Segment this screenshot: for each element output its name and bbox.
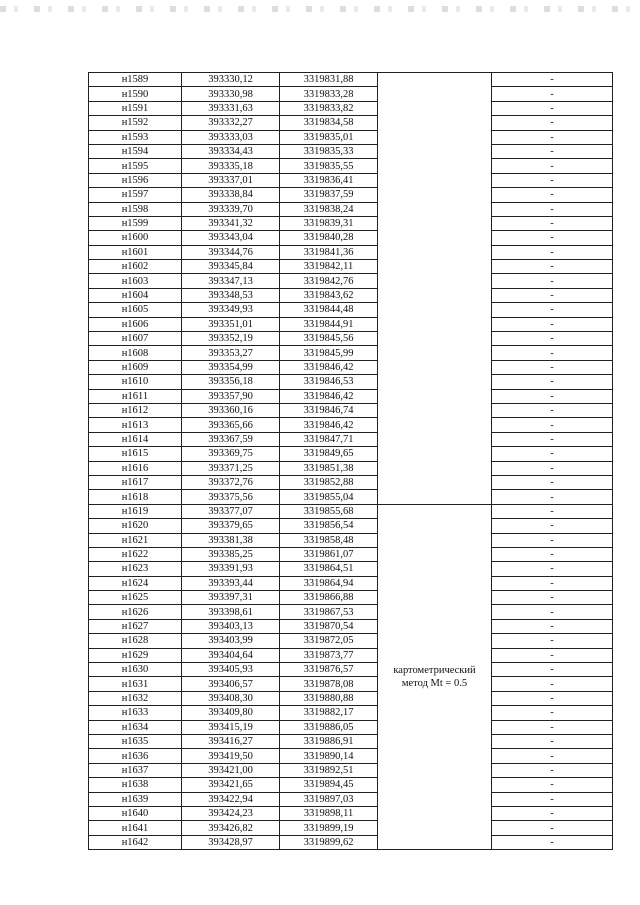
table-row [89,706,613,720]
x-coordinate-cell: 393347,13 [182,274,280,288]
scan-header-artifact [0,6,640,12]
point-id-cell: н1621 [89,533,182,547]
description-cell: - [492,519,613,533]
coordinates-table-body [89,73,613,850]
y-coordinate-cell: 3319899,62 [280,835,378,849]
table-row [89,202,613,216]
table-row [89,260,613,274]
y-coordinate-cell: 3319873,77 [280,648,378,662]
y-coordinate-cell: 3319849,65 [280,447,378,461]
description-cell: - [492,403,613,417]
description-cell: - [492,547,613,561]
description-cell: - [492,260,613,274]
point-id-cell: н1630 [89,663,182,677]
y-coordinate-cell: 3319886,05 [280,720,378,734]
x-coordinate-cell: 393341,32 [182,216,280,230]
y-coordinate-cell: 3319851,38 [280,461,378,475]
x-coordinate-cell: 393330,98 [182,87,280,101]
point-id-cell: н1589 [89,73,182,87]
description-cell: - [492,821,613,835]
point-id-cell: н1615 [89,447,182,461]
point-id-cell: н1635 [89,734,182,748]
y-coordinate-cell: 3319864,94 [280,576,378,590]
description-cell: - [492,562,613,576]
table-row [89,130,613,144]
table-row [89,432,613,446]
description-cell: - [492,375,613,389]
y-coordinate-cell: 3319899,19 [280,821,378,835]
table-row [89,317,613,331]
x-coordinate-cell: 393421,65 [182,778,280,792]
point-id-cell: н1591 [89,101,182,115]
point-id-cell: н1638 [89,778,182,792]
table-row [89,116,613,130]
x-coordinate-cell: 393365,66 [182,418,280,432]
x-coordinate-cell: 393404,64 [182,648,280,662]
description-cell: - [492,332,613,346]
y-coordinate-cell: 3319831,88 [280,73,378,87]
point-id-cell: н1624 [89,576,182,590]
y-coordinate-cell: 3319846,42 [280,389,378,403]
table-row [89,288,613,302]
description-cell: - [492,677,613,691]
table-row [89,403,613,417]
point-id-cell: н1613 [89,418,182,432]
table-row [89,188,613,202]
table-row [89,418,613,432]
x-coordinate-cell: 393367,59 [182,432,280,446]
y-coordinate-cell: 3319845,56 [280,332,378,346]
x-coordinate-cell: 393405,93 [182,663,280,677]
y-coordinate-cell: 3319882,17 [280,706,378,720]
table-row [89,547,613,561]
point-id-cell: н1634 [89,720,182,734]
point-id-cell: н1639 [89,792,182,806]
x-coordinate-cell: 393344,76 [182,245,280,259]
point-id-cell: н1609 [89,360,182,374]
y-coordinate-cell: 3319898,11 [280,806,378,820]
y-coordinate-cell: 3319876,57 [280,663,378,677]
x-coordinate-cell: 393428,97 [182,835,280,849]
y-coordinate-cell: 3319840,28 [280,231,378,245]
x-coordinate-cell: 393369,75 [182,447,280,461]
y-coordinate-cell: 3319886,91 [280,734,378,748]
point-id-cell: н1593 [89,130,182,144]
point-id-cell: н1607 [89,332,182,346]
x-coordinate-cell: 393343,04 [182,231,280,245]
y-coordinate-cell: 3319835,33 [280,144,378,158]
y-coordinate-cell: 3319872,05 [280,634,378,648]
description-cell: - [492,749,613,763]
x-coordinate-cell: 393416,27 [182,734,280,748]
y-coordinate-cell: 3319845,99 [280,346,378,360]
x-coordinate-cell: 393371,25 [182,461,280,475]
description-cell: - [492,101,613,115]
x-coordinate-cell: 393345,84 [182,260,280,274]
x-coordinate-cell: 393421,00 [182,763,280,777]
table-row [89,231,613,245]
description-cell: - [492,806,613,820]
table-row [89,87,613,101]
description-cell: - [492,173,613,187]
point-id-cell: н1628 [89,634,182,648]
point-id-cell: н1622 [89,547,182,561]
x-coordinate-cell: 393333,03 [182,130,280,144]
description-cell: - [492,835,613,849]
description-cell: - [492,720,613,734]
description-cell: - [492,130,613,144]
x-coordinate-cell: 393339,70 [182,202,280,216]
table-row [89,562,613,576]
point-id-cell: н1601 [89,245,182,259]
x-coordinate-cell: 393377,07 [182,504,280,518]
table-row [89,144,613,158]
description-cell: - [492,116,613,130]
table-row [89,778,613,792]
x-coordinate-cell: 393353,27 [182,346,280,360]
table-row [89,806,613,820]
x-coordinate-cell: 393356,18 [182,375,280,389]
x-coordinate-cell: 393335,18 [182,159,280,173]
table-row [89,734,613,748]
table-row [89,389,613,403]
table-row [89,576,613,590]
table-row [89,360,613,374]
table-row [89,792,613,806]
method-cell-empty [378,73,492,505]
table-row [89,173,613,187]
x-coordinate-cell: 393330,12 [182,73,280,87]
x-coordinate-cell: 393426,82 [182,821,280,835]
table-row [89,346,613,360]
method-cell [378,504,492,849]
y-coordinate-cell: 3319855,04 [280,490,378,504]
table-row [89,504,613,518]
point-id-cell: н1617 [89,475,182,489]
description-cell: - [492,576,613,590]
point-id-cell: н1599 [89,216,182,230]
point-id-cell: н1636 [89,749,182,763]
table-row [89,648,613,662]
point-id-cell: н1627 [89,619,182,633]
y-coordinate-cell: 3319890,14 [280,749,378,763]
description-cell: - [492,288,613,302]
y-coordinate-cell: 3319835,01 [280,130,378,144]
description-cell: - [492,360,613,374]
table-row [89,749,613,763]
x-coordinate-cell: 393422,94 [182,792,280,806]
point-id-cell: н1640 [89,806,182,820]
y-coordinate-cell: 3319834,58 [280,116,378,130]
x-coordinate-cell: 393357,90 [182,389,280,403]
point-id-cell: н1623 [89,562,182,576]
x-coordinate-cell: 393393,44 [182,576,280,590]
y-coordinate-cell: 3319878,08 [280,677,378,691]
point-id-cell: н1637 [89,763,182,777]
method-text-line1: картометрический [393,664,476,676]
description-cell: - [492,490,613,504]
point-id-cell: н1618 [89,490,182,504]
description-cell: - [492,591,613,605]
description-cell: - [492,346,613,360]
y-coordinate-cell: 3319842,11 [280,260,378,274]
description-cell: - [492,533,613,547]
table-row [89,677,613,691]
x-coordinate-cell: 393379,65 [182,519,280,533]
description-cell: - [492,188,613,202]
y-coordinate-cell: 3319846,42 [280,418,378,432]
point-id-cell: н1611 [89,389,182,403]
description-cell: - [492,432,613,446]
y-coordinate-cell: 3319846,42 [280,360,378,374]
point-id-cell: н1620 [89,519,182,533]
point-id-cell: н1602 [89,260,182,274]
x-coordinate-cell: 393351,01 [182,317,280,331]
y-coordinate-cell: 3319897,03 [280,792,378,806]
table-row [89,245,613,259]
table-row [89,73,613,87]
y-coordinate-cell: 3319861,07 [280,547,378,561]
y-coordinate-cell: 3319841,36 [280,245,378,259]
y-coordinate-cell: 3319880,88 [280,691,378,705]
description-cell: - [492,663,613,677]
y-coordinate-cell: 3319892,51 [280,763,378,777]
coordinates-table [88,72,613,850]
point-id-cell: н1633 [89,706,182,720]
table-row [89,490,613,504]
table-row [89,720,613,734]
point-id-cell: н1592 [89,116,182,130]
table-row [89,533,613,547]
x-coordinate-cell: 393415,19 [182,720,280,734]
x-coordinate-cell: 393375,56 [182,490,280,504]
y-coordinate-cell: 3319833,82 [280,101,378,115]
table-row [89,634,613,648]
description-cell: - [492,634,613,648]
y-coordinate-cell: 3319835,55 [280,159,378,173]
x-coordinate-cell: 393406,57 [182,677,280,691]
y-coordinate-cell: 3319842,76 [280,274,378,288]
x-coordinate-cell: 393360,16 [182,403,280,417]
y-coordinate-cell: 3319847,71 [280,432,378,446]
x-coordinate-cell: 393331,63 [182,101,280,115]
point-id-cell: н1608 [89,346,182,360]
description-cell: - [492,231,613,245]
description-cell: - [492,619,613,633]
point-id-cell: н1616 [89,461,182,475]
table-row [89,519,613,533]
x-coordinate-cell: 393403,99 [182,634,280,648]
description-cell: - [492,73,613,87]
y-coordinate-cell: 3319836,41 [280,173,378,187]
x-coordinate-cell: 393398,61 [182,605,280,619]
description-cell: - [492,475,613,489]
description-cell: - [492,418,613,432]
table-row [89,159,613,173]
y-coordinate-cell: 3319844,48 [280,303,378,317]
description-cell: - [492,706,613,720]
y-coordinate-cell: 3319866,88 [280,591,378,605]
y-coordinate-cell: 3319837,59 [280,188,378,202]
description-cell: - [492,389,613,403]
description-cell: - [492,159,613,173]
point-id-cell: н1605 [89,303,182,317]
y-coordinate-cell: 3319846,74 [280,403,378,417]
y-coordinate-cell: 3319852,88 [280,475,378,489]
table-row [89,619,613,633]
description-cell: - [492,303,613,317]
x-coordinate-cell: 393348,53 [182,288,280,302]
description-cell: - [492,87,613,101]
x-coordinate-cell: 393349,93 [182,303,280,317]
table-row [89,461,613,475]
description-cell: - [492,778,613,792]
y-coordinate-cell: 3319839,31 [280,216,378,230]
description-cell: - [492,216,613,230]
point-id-cell: н1631 [89,677,182,691]
point-id-cell: н1619 [89,504,182,518]
y-coordinate-cell: 3319833,28 [280,87,378,101]
description-cell: - [492,504,613,518]
x-coordinate-cell: 393337,01 [182,173,280,187]
point-id-cell: н1641 [89,821,182,835]
table-row [89,332,613,346]
table-row [89,447,613,461]
point-id-cell: н1596 [89,173,182,187]
description-cell: - [492,245,613,259]
point-id-cell: н1606 [89,317,182,331]
point-id-cell: н1610 [89,375,182,389]
point-id-cell: н1598 [89,202,182,216]
table-row [89,274,613,288]
description-cell: - [492,792,613,806]
y-coordinate-cell: 3319867,53 [280,605,378,619]
point-id-cell: н1625 [89,591,182,605]
table-row [89,835,613,849]
description-cell: - [492,317,613,331]
y-coordinate-cell: 3319858,48 [280,533,378,547]
description-cell: - [492,763,613,777]
description-cell: - [492,605,613,619]
point-id-cell: н1597 [89,188,182,202]
point-id-cell: н1614 [89,432,182,446]
point-id-cell: н1604 [89,288,182,302]
point-id-cell: н1603 [89,274,182,288]
point-id-cell: н1590 [89,87,182,101]
point-id-cell: н1629 [89,648,182,662]
y-coordinate-cell: 3319843,62 [280,288,378,302]
table-row [89,763,613,777]
x-coordinate-cell: 393372,76 [182,475,280,489]
point-id-cell: н1595 [89,159,182,173]
table-row [89,605,613,619]
y-coordinate-cell: 3319870,54 [280,619,378,633]
y-coordinate-cell: 3319855,68 [280,504,378,518]
description-cell: - [492,202,613,216]
description-cell: - [492,648,613,662]
table-row [89,691,613,705]
x-coordinate-cell: 393338,84 [182,188,280,202]
description-cell: - [492,461,613,475]
x-coordinate-cell: 393332,27 [182,116,280,130]
table-row [89,663,613,677]
table-row [89,216,613,230]
point-id-cell: н1594 [89,144,182,158]
table-row [89,375,613,389]
point-id-cell: н1626 [89,605,182,619]
description-cell: - [492,691,613,705]
x-coordinate-cell: 393334,43 [182,144,280,158]
table-row [89,475,613,489]
y-coordinate-cell: 3319844,91 [280,317,378,331]
y-coordinate-cell: 3319846,53 [280,375,378,389]
method-text-line2: метод Mt = 0.5 [401,677,468,689]
x-coordinate-cell: 393397,31 [182,591,280,605]
y-coordinate-cell: 3319856,54 [280,519,378,533]
table-row [89,303,613,317]
y-coordinate-cell: 3319894,45 [280,778,378,792]
x-coordinate-cell: 393385,25 [182,547,280,561]
table-row [89,101,613,115]
y-coordinate-cell: 3319838,24 [280,202,378,216]
point-id-cell: н1600 [89,231,182,245]
point-id-cell: н1612 [89,403,182,417]
x-coordinate-cell: 393408,30 [182,691,280,705]
x-coordinate-cell: 393424,23 [182,806,280,820]
description-cell: - [492,274,613,288]
x-coordinate-cell: 393391,93 [182,562,280,576]
x-coordinate-cell: 393409,80 [182,706,280,720]
point-id-cell: н1632 [89,691,182,705]
point-id-cell: н1642 [89,835,182,849]
table-row [89,591,613,605]
x-coordinate-cell: 393354,99 [182,360,280,374]
x-coordinate-cell: 393403,13 [182,619,280,633]
x-coordinate-cell: 393381,38 [182,533,280,547]
y-coordinate-cell: 3319864,51 [280,562,378,576]
x-coordinate-cell: 393419,50 [182,749,280,763]
description-cell: - [492,447,613,461]
x-coordinate-cell: 393352,19 [182,332,280,346]
description-cell: - [492,144,613,158]
description-cell: - [492,734,613,748]
table-row [89,821,613,835]
